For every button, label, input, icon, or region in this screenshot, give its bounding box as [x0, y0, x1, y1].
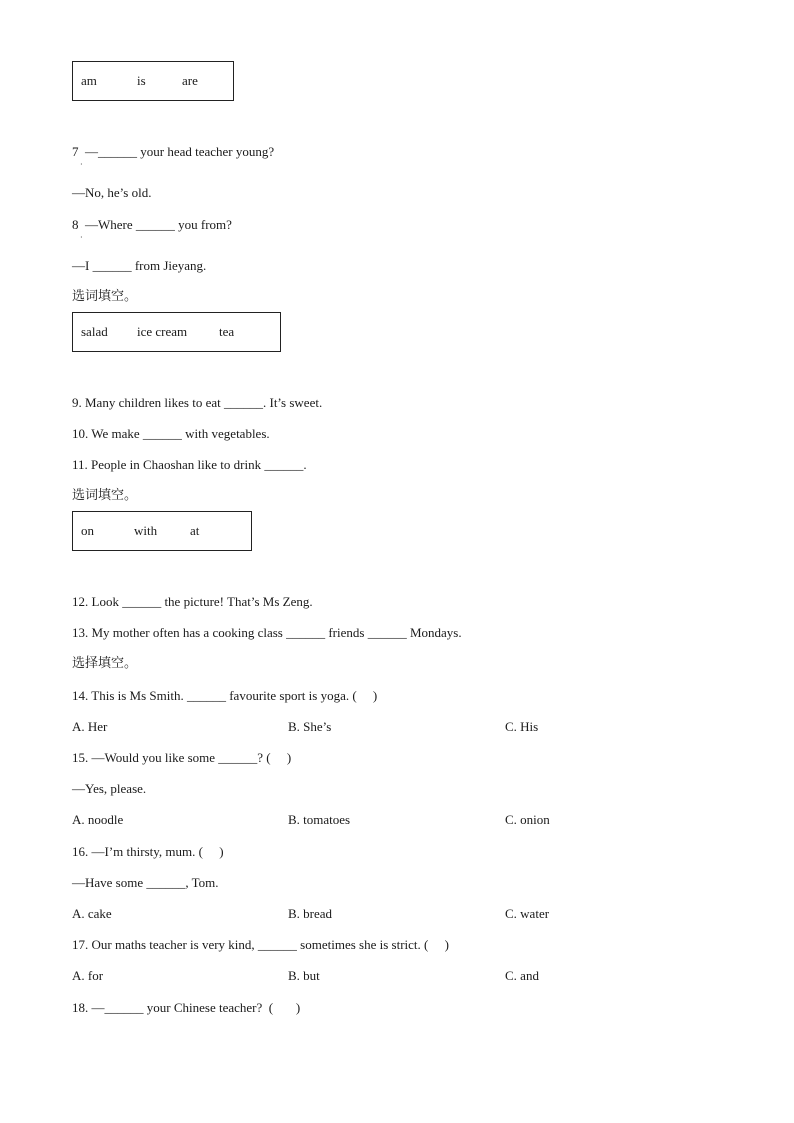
question-7-answer: —No, he’s old. — [72, 185, 152, 200]
option-a: A. Her — [72, 719, 108, 734]
option-b: B. bread — [288, 906, 333, 921]
section-heading-vocab-2: 选词填空。 — [72, 488, 138, 503]
word-box-item: salad — [81, 324, 108, 339]
question-8-answer: —I ______ from Jieyang. — [72, 258, 207, 273]
question-9: 9. Many children likes to eat ______. It’s sweet. — [72, 395, 323, 410]
section-heading-vocab-1: 选词填空。 — [72, 289, 138, 304]
word-box-item: am — [81, 73, 97, 88]
word-box-item: tea — [219, 324, 235, 339]
word-box-item: ice cream — [137, 324, 188, 339]
option-a: A. cake — [72, 906, 112, 921]
dot-mark: · — [80, 160, 83, 169]
question-16-stem: 16. —I’m thirsty, mum. ( ) — [72, 844, 224, 859]
option-b: B. She’s — [288, 719, 332, 734]
option-b: B. tomatoes — [288, 812, 351, 827]
word-box-item: at — [190, 523, 200, 538]
question-8-stem: 8 —Where ______ you from? — [72, 217, 232, 232]
word-box-item: on — [81, 523, 94, 538]
question-14-stem: 14. This is Ms Smith. ______ favourite sport is yoga. ( ) — [72, 688, 378, 703]
option-c: C. and — [505, 968, 539, 983]
option-c: C. His — [505, 719, 539, 734]
section-heading-choice: 选择填空。 — [72, 656, 138, 671]
option-a: A. for — [72, 968, 104, 983]
word-box-3 — [72, 511, 252, 551]
word-box-item: is — [137, 73, 146, 88]
option-a: A. noodle — [72, 812, 124, 827]
dot-mark: · — [80, 233, 83, 242]
question-16-line2: —Have some ______, Tom. — [72, 875, 219, 890]
word-box-2 — [72, 312, 281, 352]
option-c: C. water — [505, 906, 550, 921]
question-15-stem: 15. —Would you like some ______? ( ) — [72, 750, 292, 765]
question-13: 13. My mother often has a cooking class ______ friends ______ Mondays. — [72, 625, 462, 640]
question-15-line2: —Yes, please. — [72, 781, 147, 796]
option-c: C. onion — [505, 812, 550, 827]
question-17-stem: 17. Our maths teacher is very kind, ______ sometimes she is strict. ( ) — [72, 937, 449, 952]
word-box-item: with — [134, 523, 158, 538]
word-box-1 — [72, 61, 234, 101]
question-12: 12. Look ______ the picture! That’s Ms Zeng. — [72, 594, 313, 609]
question-7-stem: 7 —______ your head teacher young? — [72, 144, 275, 159]
option-b: B. but — [288, 968, 320, 983]
question-11: 11. People in Chaoshan like to drink ______. — [72, 457, 307, 472]
question-18-stem: 18. —______ your Chinese teacher? ( ) — [72, 1000, 301, 1015]
question-10: 10. We make ______ with vegetables. — [72, 426, 270, 441]
word-box-item: are — [182, 73, 198, 88]
